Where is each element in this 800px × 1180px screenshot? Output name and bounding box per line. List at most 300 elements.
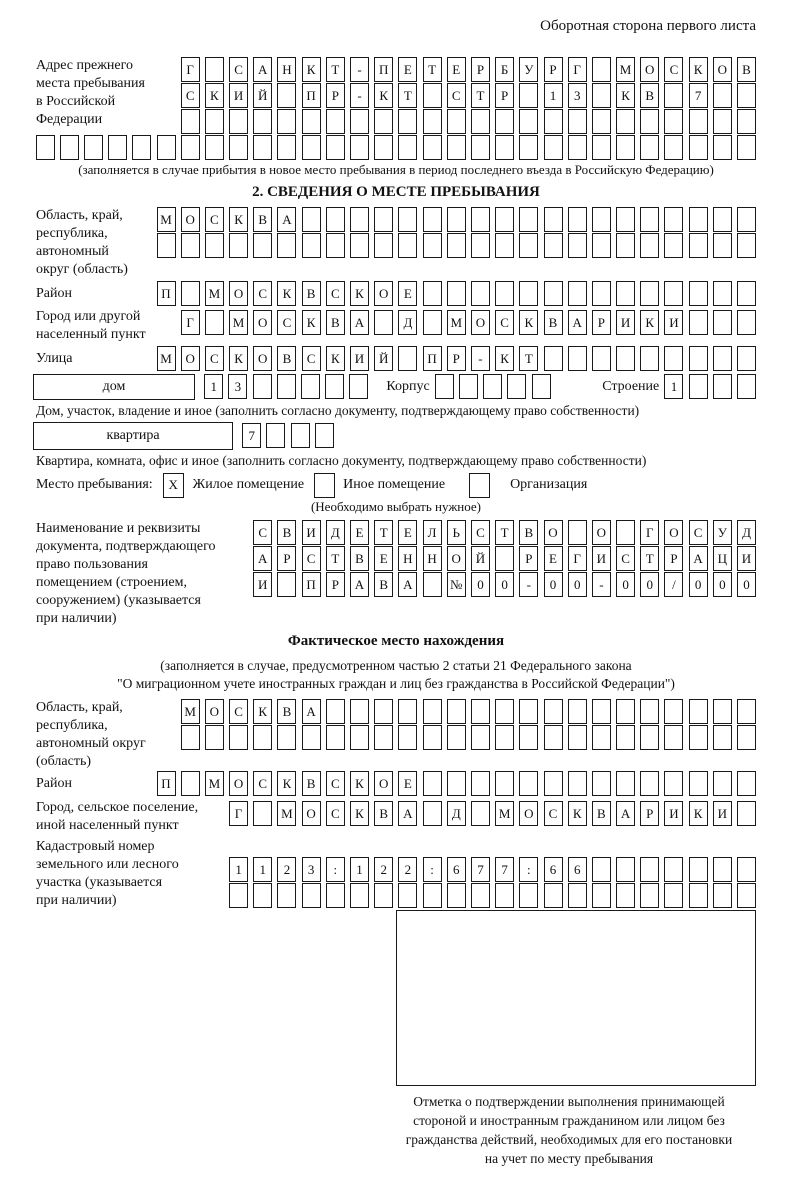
- char-cell[interactable]: [435, 374, 454, 399]
- char-cell[interactable]: [229, 725, 248, 750]
- char-cell[interactable]: -: [350, 57, 369, 82]
- char-cell[interactable]: 6: [568, 857, 587, 882]
- char-cell[interactable]: К: [302, 310, 321, 335]
- char-cell[interactable]: [132, 135, 151, 160]
- char-cell[interactable]: О: [374, 281, 393, 306]
- char-cell[interactable]: [471, 233, 490, 258]
- char-cell[interactable]: [447, 109, 466, 134]
- char-cell[interactable]: К: [253, 699, 272, 724]
- char-cell[interactable]: [689, 233, 708, 258]
- char-cell[interactable]: [326, 699, 345, 724]
- char-cell[interactable]: [277, 109, 296, 134]
- char-cell[interactable]: В: [277, 520, 296, 545]
- char-cell[interactable]: О: [713, 57, 732, 82]
- char-cell[interactable]: [664, 771, 683, 796]
- char-cell[interactable]: Т: [374, 520, 393, 545]
- char-cell[interactable]: Т: [423, 57, 442, 82]
- char-cell[interactable]: [447, 207, 466, 232]
- char-cell[interactable]: О: [374, 771, 393, 796]
- char-cell[interactable]: [664, 281, 683, 306]
- char-cell[interactable]: [592, 857, 611, 882]
- char-cell[interactable]: [640, 233, 659, 258]
- char-cell[interactable]: [592, 346, 611, 371]
- char-cell[interactable]: 0: [713, 572, 732, 597]
- char-cell[interactable]: Р: [519, 546, 538, 571]
- char-cell[interactable]: [713, 771, 732, 796]
- char-cell[interactable]: [447, 771, 466, 796]
- char-cell[interactable]: [616, 771, 635, 796]
- char-cell[interactable]: [181, 771, 200, 796]
- char-cell[interactable]: Р: [471, 57, 490, 82]
- char-cell[interactable]: 3: [302, 857, 321, 882]
- char-cell[interactable]: О: [302, 801, 321, 826]
- char-cell[interactable]: [737, 109, 756, 134]
- char-cell[interactable]: В: [350, 546, 369, 571]
- char-cell[interactable]: И: [253, 572, 272, 597]
- char-cell[interactable]: [568, 109, 587, 134]
- char-cell[interactable]: [447, 883, 466, 908]
- char-cell[interactable]: [616, 725, 635, 750]
- char-cell[interactable]: [326, 135, 345, 160]
- residence-type-checkbox-inoe[interactable]: [314, 473, 335, 498]
- char-cell[interactable]: [315, 423, 334, 448]
- char-cell[interactable]: И: [302, 520, 321, 545]
- char-cell[interactable]: [277, 572, 296, 597]
- char-cell[interactable]: [326, 233, 345, 258]
- char-cell[interactable]: С: [664, 57, 683, 82]
- char-cell[interactable]: П: [302, 83, 321, 108]
- char-cell[interactable]: О: [640, 57, 659, 82]
- char-cell[interactable]: К: [689, 57, 708, 82]
- char-cell[interactable]: С: [326, 801, 345, 826]
- char-cell[interactable]: [737, 83, 756, 108]
- char-cell[interactable]: Б: [495, 57, 514, 82]
- char-cell[interactable]: [689, 374, 708, 399]
- char-cell[interactable]: К: [302, 57, 321, 82]
- char-cell[interactable]: С: [302, 546, 321, 571]
- char-cell[interactable]: [544, 771, 563, 796]
- char-cell[interactable]: К: [640, 310, 659, 335]
- char-cell[interactable]: [398, 207, 417, 232]
- char-cell[interactable]: Д: [398, 310, 417, 335]
- char-cell[interactable]: [471, 725, 490, 750]
- char-cell[interactable]: [616, 857, 635, 882]
- char-cell[interactable]: [689, 699, 708, 724]
- char-cell[interactable]: [302, 109, 321, 134]
- char-cell[interactable]: [423, 109, 442, 134]
- char-cell[interactable]: [495, 546, 514, 571]
- char-cell[interactable]: [689, 725, 708, 750]
- char-cell[interactable]: А: [277, 207, 296, 232]
- char-cell[interactable]: Ь: [447, 520, 466, 545]
- char-cell[interactable]: [737, 281, 756, 306]
- char-cell[interactable]: [326, 883, 345, 908]
- char-cell[interactable]: [471, 771, 490, 796]
- char-cell[interactable]: №: [447, 572, 466, 597]
- char-cell[interactable]: Й: [253, 83, 272, 108]
- char-cell[interactable]: [592, 281, 611, 306]
- char-cell[interactable]: С: [205, 207, 224, 232]
- char-cell[interactable]: О: [181, 207, 200, 232]
- char-cell[interactable]: К: [229, 346, 248, 371]
- char-cell[interactable]: Н: [277, 57, 296, 82]
- char-cell[interactable]: [398, 346, 417, 371]
- char-cell[interactable]: 6: [544, 857, 563, 882]
- char-cell[interactable]: -: [519, 572, 538, 597]
- char-cell[interactable]: Е: [374, 546, 393, 571]
- char-cell[interactable]: О: [447, 546, 466, 571]
- char-cell[interactable]: М: [447, 310, 466, 335]
- char-cell[interactable]: С: [253, 771, 272, 796]
- char-cell[interactable]: [713, 281, 732, 306]
- char-cell[interactable]: [737, 207, 756, 232]
- char-cell[interactable]: [495, 725, 514, 750]
- char-cell[interactable]: [713, 883, 732, 908]
- char-cell[interactable]: С: [253, 281, 272, 306]
- char-cell[interactable]: С: [689, 520, 708, 545]
- char-cell[interactable]: -: [350, 83, 369, 108]
- char-cell[interactable]: [664, 233, 683, 258]
- char-cell[interactable]: [592, 109, 611, 134]
- char-cell[interactable]: Г: [640, 520, 659, 545]
- char-cell[interactable]: О: [181, 346, 200, 371]
- char-cell[interactable]: К: [374, 83, 393, 108]
- char-cell[interactable]: Й: [374, 346, 393, 371]
- char-cell[interactable]: В: [592, 801, 611, 826]
- char-cell[interactable]: [181, 109, 200, 134]
- char-cell[interactable]: Д: [737, 520, 756, 545]
- char-cell[interactable]: В: [326, 310, 345, 335]
- char-cell[interactable]: А: [350, 310, 369, 335]
- char-cell[interactable]: [664, 135, 683, 160]
- char-cell[interactable]: [398, 883, 417, 908]
- char-cell[interactable]: 1: [350, 857, 369, 882]
- char-cell[interactable]: [519, 281, 538, 306]
- char-cell[interactable]: [640, 883, 659, 908]
- char-cell[interactable]: И: [713, 801, 732, 826]
- char-cell[interactable]: [689, 310, 708, 335]
- char-cell[interactable]: [108, 135, 127, 160]
- char-cell[interactable]: [713, 135, 732, 160]
- char-cell[interactable]: Е: [398, 771, 417, 796]
- char-cell[interactable]: [689, 346, 708, 371]
- char-cell[interactable]: 7: [471, 857, 490, 882]
- char-cell[interactable]: [737, 883, 756, 908]
- char-cell[interactable]: Т: [519, 346, 538, 371]
- char-cell[interactable]: В: [302, 281, 321, 306]
- char-cell[interactable]: Р: [277, 546, 296, 571]
- char-cell[interactable]: [277, 883, 296, 908]
- char-cell[interactable]: [471, 801, 490, 826]
- char-cell[interactable]: [302, 233, 321, 258]
- char-cell[interactable]: [737, 801, 756, 826]
- char-cell[interactable]: [277, 83, 296, 108]
- char-cell[interactable]: И: [616, 310, 635, 335]
- char-cell[interactable]: [302, 207, 321, 232]
- char-cell[interactable]: [737, 233, 756, 258]
- char-cell[interactable]: [713, 374, 732, 399]
- char-cell[interactable]: 2: [398, 857, 417, 882]
- char-cell[interactable]: [483, 374, 502, 399]
- char-cell[interactable]: [713, 233, 732, 258]
- char-cell[interactable]: М: [616, 57, 635, 82]
- char-cell[interactable]: [544, 233, 563, 258]
- char-cell[interactable]: [737, 346, 756, 371]
- char-cell[interactable]: [423, 699, 442, 724]
- char-cell[interactable]: О: [229, 771, 248, 796]
- char-cell[interactable]: [423, 883, 442, 908]
- char-cell[interactable]: [374, 725, 393, 750]
- char-cell[interactable]: [302, 883, 321, 908]
- char-cell[interactable]: [640, 699, 659, 724]
- char-cell[interactable]: [640, 857, 659, 882]
- char-cell[interactable]: С: [277, 310, 296, 335]
- char-cell[interactable]: [568, 207, 587, 232]
- char-cell[interactable]: О: [664, 520, 683, 545]
- char-cell[interactable]: К: [277, 281, 296, 306]
- char-cell[interactable]: Т: [640, 546, 659, 571]
- char-cell[interactable]: 3: [228, 374, 247, 399]
- char-cell[interactable]: М: [157, 346, 176, 371]
- char-cell[interactable]: [519, 883, 538, 908]
- char-cell[interactable]: У: [713, 520, 732, 545]
- char-cell[interactable]: [253, 109, 272, 134]
- char-cell[interactable]: Р: [592, 310, 611, 335]
- char-cell[interactable]: [616, 135, 635, 160]
- char-cell[interactable]: [592, 771, 611, 796]
- char-cell[interactable]: А: [302, 699, 321, 724]
- char-cell[interactable]: А: [398, 801, 417, 826]
- char-cell[interactable]: [713, 725, 732, 750]
- char-cell[interactable]: [374, 883, 393, 908]
- char-cell[interactable]: К: [229, 207, 248, 232]
- char-cell[interactable]: [471, 207, 490, 232]
- char-cell[interactable]: П: [374, 57, 393, 82]
- char-cell[interactable]: [253, 233, 272, 258]
- char-cell[interactable]: Е: [398, 57, 417, 82]
- char-cell[interactable]: С: [471, 520, 490, 545]
- char-cell[interactable]: [592, 699, 611, 724]
- char-cell[interactable]: [495, 207, 514, 232]
- char-cell[interactable]: [471, 281, 490, 306]
- char-cell[interactable]: Ц: [713, 546, 732, 571]
- char-cell[interactable]: [544, 725, 563, 750]
- char-cell[interactable]: 0: [689, 572, 708, 597]
- char-cell[interactable]: С: [544, 801, 563, 826]
- char-cell[interactable]: С: [302, 346, 321, 371]
- char-cell[interactable]: А: [689, 546, 708, 571]
- char-cell[interactable]: [495, 109, 514, 134]
- char-cell[interactable]: [181, 281, 200, 306]
- char-cell[interactable]: К: [519, 310, 538, 335]
- char-cell[interactable]: Р: [544, 57, 563, 82]
- char-cell[interactable]: [423, 310, 442, 335]
- char-cell[interactable]: [277, 233, 296, 258]
- char-cell[interactable]: 1: [229, 857, 248, 882]
- char-cell[interactable]: С: [616, 546, 635, 571]
- char-cell[interactable]: [737, 374, 756, 399]
- char-cell[interactable]: [519, 135, 538, 160]
- char-cell[interactable]: [616, 346, 635, 371]
- char-cell[interactable]: Е: [544, 546, 563, 571]
- char-cell[interactable]: Т: [326, 546, 345, 571]
- char-cell[interactable]: Р: [640, 801, 659, 826]
- char-cell[interactable]: [398, 233, 417, 258]
- char-cell[interactable]: [737, 699, 756, 724]
- char-cell[interactable]: 3: [568, 83, 587, 108]
- char-cell[interactable]: [423, 83, 442, 108]
- char-cell[interactable]: [544, 346, 563, 371]
- char-cell[interactable]: [205, 310, 224, 335]
- char-cell[interactable]: 0: [640, 572, 659, 597]
- char-cell[interactable]: [568, 883, 587, 908]
- char-cell[interactable]: [592, 135, 611, 160]
- char-cell[interactable]: [689, 883, 708, 908]
- char-cell[interactable]: И: [737, 546, 756, 571]
- char-cell[interactable]: [423, 281, 442, 306]
- char-cell[interactable]: К: [350, 771, 369, 796]
- char-cell[interactable]: [519, 771, 538, 796]
- char-cell[interactable]: [423, 233, 442, 258]
- char-cell[interactable]: [266, 423, 285, 448]
- char-cell[interactable]: Р: [447, 346, 466, 371]
- char-cell[interactable]: [374, 699, 393, 724]
- char-cell[interactable]: Н: [398, 546, 417, 571]
- char-cell[interactable]: [157, 135, 176, 160]
- char-cell[interactable]: [205, 109, 224, 134]
- char-cell[interactable]: К: [277, 771, 296, 796]
- char-cell[interactable]: [36, 135, 55, 160]
- char-cell[interactable]: [495, 883, 514, 908]
- char-cell[interactable]: О: [229, 281, 248, 306]
- char-cell[interactable]: В: [737, 57, 756, 82]
- char-cell[interactable]: 0: [616, 572, 635, 597]
- char-cell[interactable]: [471, 883, 490, 908]
- char-cell[interactable]: Т: [495, 520, 514, 545]
- char-cell[interactable]: П: [423, 346, 442, 371]
- char-cell[interactable]: [447, 233, 466, 258]
- char-cell[interactable]: [181, 233, 200, 258]
- char-cell[interactable]: П: [157, 281, 176, 306]
- char-cell[interactable]: [423, 725, 442, 750]
- char-cell[interactable]: [495, 281, 514, 306]
- char-cell[interactable]: 0: [737, 572, 756, 597]
- char-cell[interactable]: [568, 346, 587, 371]
- char-cell[interactable]: [291, 423, 310, 448]
- char-cell[interactable]: [423, 135, 442, 160]
- char-cell[interactable]: [664, 83, 683, 108]
- char-cell[interactable]: [568, 725, 587, 750]
- char-cell[interactable]: [326, 207, 345, 232]
- char-cell[interactable]: [471, 109, 490, 134]
- char-cell[interactable]: [640, 346, 659, 371]
- char-cell[interactable]: [568, 135, 587, 160]
- char-cell[interactable]: И: [350, 346, 369, 371]
- char-cell[interactable]: М: [495, 801, 514, 826]
- char-cell[interactable]: [689, 135, 708, 160]
- char-cell[interactable]: [544, 135, 563, 160]
- char-cell[interactable]: [737, 771, 756, 796]
- char-cell[interactable]: С: [326, 771, 345, 796]
- char-cell[interactable]: А: [398, 572, 417, 597]
- char-cell[interactable]: В: [277, 699, 296, 724]
- char-cell[interactable]: [374, 135, 393, 160]
- char-cell[interactable]: В: [640, 83, 659, 108]
- char-cell[interactable]: [664, 109, 683, 134]
- char-cell[interactable]: [423, 207, 442, 232]
- char-cell[interactable]: [350, 135, 369, 160]
- char-cell[interactable]: [398, 725, 417, 750]
- char-cell[interactable]: [495, 771, 514, 796]
- char-cell[interactable]: :: [423, 857, 442, 882]
- char-cell[interactable]: 1: [664, 374, 683, 399]
- char-cell[interactable]: М: [157, 207, 176, 232]
- char-cell[interactable]: [640, 281, 659, 306]
- char-cell[interactable]: Е: [398, 520, 417, 545]
- char-cell[interactable]: [181, 135, 200, 160]
- char-cell[interactable]: [326, 109, 345, 134]
- char-cell[interactable]: [253, 883, 272, 908]
- char-cell[interactable]: 2: [374, 857, 393, 882]
- char-cell[interactable]: [689, 857, 708, 882]
- char-cell[interactable]: [689, 771, 708, 796]
- char-cell[interactable]: [447, 135, 466, 160]
- char-cell[interactable]: И: [592, 546, 611, 571]
- char-cell[interactable]: [640, 725, 659, 750]
- char-cell[interactable]: 6: [447, 857, 466, 882]
- char-cell[interactable]: [568, 520, 587, 545]
- char-cell[interactable]: А: [253, 546, 272, 571]
- char-cell[interactable]: Т: [398, 83, 417, 108]
- char-cell[interactable]: 0: [471, 572, 490, 597]
- char-cell[interactable]: Р: [495, 83, 514, 108]
- char-cell[interactable]: 0: [544, 572, 563, 597]
- char-cell[interactable]: [519, 207, 538, 232]
- char-cell[interactable]: [592, 233, 611, 258]
- char-cell[interactable]: [229, 883, 248, 908]
- char-cell[interactable]: [205, 233, 224, 258]
- char-cell[interactable]: [205, 725, 224, 750]
- char-cell[interactable]: [277, 725, 296, 750]
- char-cell[interactable]: :: [519, 857, 538, 882]
- char-cell[interactable]: А: [568, 310, 587, 335]
- char-cell[interactable]: А: [253, 57, 272, 82]
- char-cell[interactable]: [568, 699, 587, 724]
- char-cell[interactable]: [713, 346, 732, 371]
- char-cell[interactable]: М: [229, 310, 248, 335]
- char-cell[interactable]: [532, 374, 551, 399]
- char-cell[interactable]: [253, 374, 272, 399]
- char-cell[interactable]: [181, 725, 200, 750]
- char-cell[interactable]: [471, 135, 490, 160]
- char-cell[interactable]: [253, 135, 272, 160]
- char-cell[interactable]: О: [592, 520, 611, 545]
- char-cell[interactable]: [544, 109, 563, 134]
- char-cell[interactable]: А: [350, 572, 369, 597]
- char-cell[interactable]: [592, 207, 611, 232]
- char-cell[interactable]: [713, 83, 732, 108]
- char-cell[interactable]: М: [277, 801, 296, 826]
- char-cell[interactable]: [737, 725, 756, 750]
- char-cell[interactable]: [302, 725, 321, 750]
- char-cell[interactable]: С: [326, 281, 345, 306]
- char-cell[interactable]: [423, 771, 442, 796]
- char-cell[interactable]: О: [471, 310, 490, 335]
- char-cell[interactable]: [423, 801, 442, 826]
- char-cell[interactable]: [374, 109, 393, 134]
- char-cell[interactable]: [713, 109, 732, 134]
- char-cell[interactable]: [737, 135, 756, 160]
